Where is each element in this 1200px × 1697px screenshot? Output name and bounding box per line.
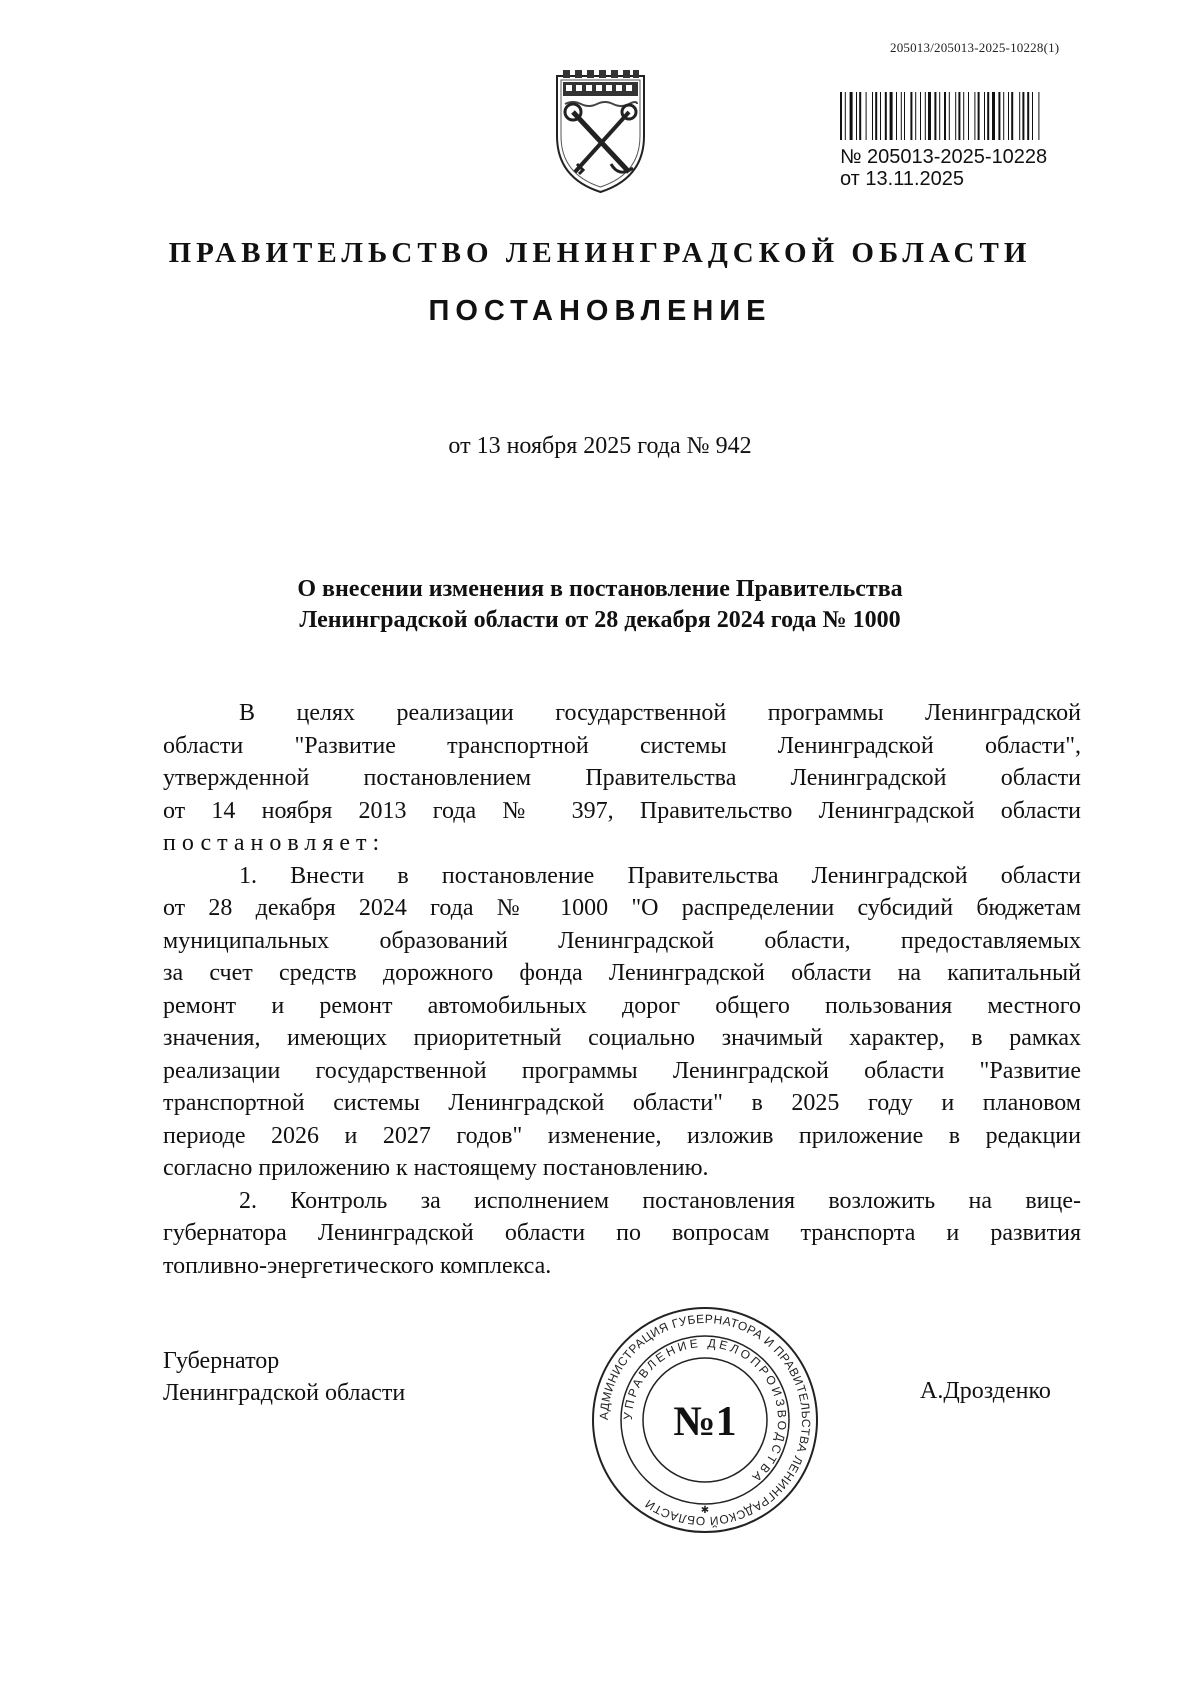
organization-title: ПРАВИТЕЛЬСТВО ЛЕНИНГРАДСКОЙ ОБЛАСТИ — [168, 237, 1032, 269]
body-line: от 14 ноября 2013 года № 397, Правительство Ленинградской области — [163, 797, 1081, 824]
document-subject — [200, 574, 1000, 636]
document-type: ПОСТАНОВЛЕНИЕ — [428, 295, 772, 327]
body-line: области "Развитие транспортной системы Ленинградской области", — [163, 732, 1081, 759]
body-line: 1. Внести в постановление Правительства Ленинградской области — [239, 862, 1081, 889]
body-line: согласно приложению к настоящему постановлению. — [163, 1155, 709, 1181]
body-line: постановляет: — [163, 830, 386, 856]
subject-line: Ленинградской области от 28 декабря 2024 года № 1000 — [299, 607, 901, 633]
seal-outer-text: АДМИНИСТРАЦИЯ ГУБЕРНАТОРА И ПРАВИТЕЛЬСТВА ЛЕНИНГРАДСКОЙ ОБЛАСТИ — [596, 1311, 814, 1529]
signer-name: А.Дрозденко — [920, 1378, 1051, 1404]
body-line: от 28 декабря 2024 года № 1000 "О распределении субсидий бюджетам — [163, 895, 1081, 921]
document-body — [163, 697, 1081, 1282]
seal-inner-text: УПРАВЛЕНИЕ ДЕЛОПРОИЗВОДСТВА — [620, 1335, 790, 1487]
document-date-number: от 13 ноября 2025 года № 942 — [448, 433, 752, 459]
signer-position — [163, 1345, 405, 1409]
body-line: муниципальных образований Ленинградской области, предоставляемых — [163, 927, 1081, 954]
svg-text:✱: ✱ — [700, 1505, 710, 1516]
body-line: значения, имеющих приоритетный социально значимый характер, в рамках — [163, 1025, 1081, 1051]
body-line: периоде 2026 и 2027 годов" изменение, изложив приложение в редакции — [163, 1122, 1081, 1149]
coat-of-arms-icon — [553, 60, 648, 195]
body-line: топливно-энергетического комплекса. — [163, 1252, 552, 1279]
signer-position-line: Губернатор — [163, 1348, 280, 1374]
registration-block — [840, 92, 1100, 190]
registration-date: от 13.11.2025 — [840, 168, 965, 190]
signer-position-line: Ленинградской области — [163, 1380, 406, 1406]
body-line: В целях реализации государственной программы Ленинградской — [239, 700, 1081, 726]
body-line: транспортной системы Ленинградской области" в 2025 году и плановом — [163, 1090, 1081, 1116]
body-line: ремонт и ремонт автомобильных дорог общего пользования местного — [163, 992, 1081, 1019]
official-seal-icon — [590, 1305, 820, 1535]
subject-line: О внесении изменения в постановление Правительства — [297, 576, 903, 602]
seal-center-number: №1 — [673, 1399, 737, 1445]
registration-number: № 205013-2025-10228 — [840, 146, 1048, 168]
body-line: утвержденной постановлением Правительства Ленинградской области — [163, 765, 1081, 791]
body-line: 2. Контроль за исполнением постановления возложить на вице- — [239, 1187, 1081, 1214]
body-line: губернатора Ленинградской области по вопросам транспорта и развития — [163, 1220, 1081, 1246]
document-reference: 205013/205013-2025-10228(1) — [890, 40, 1060, 55]
body-line: за счет средств дорожного фонда Ленинградской области на капитальный — [163, 960, 1081, 986]
barcode-icon — [840, 92, 1095, 140]
body-line: реализации государственной программы Ленинградской области "Развитие — [163, 1057, 1081, 1084]
